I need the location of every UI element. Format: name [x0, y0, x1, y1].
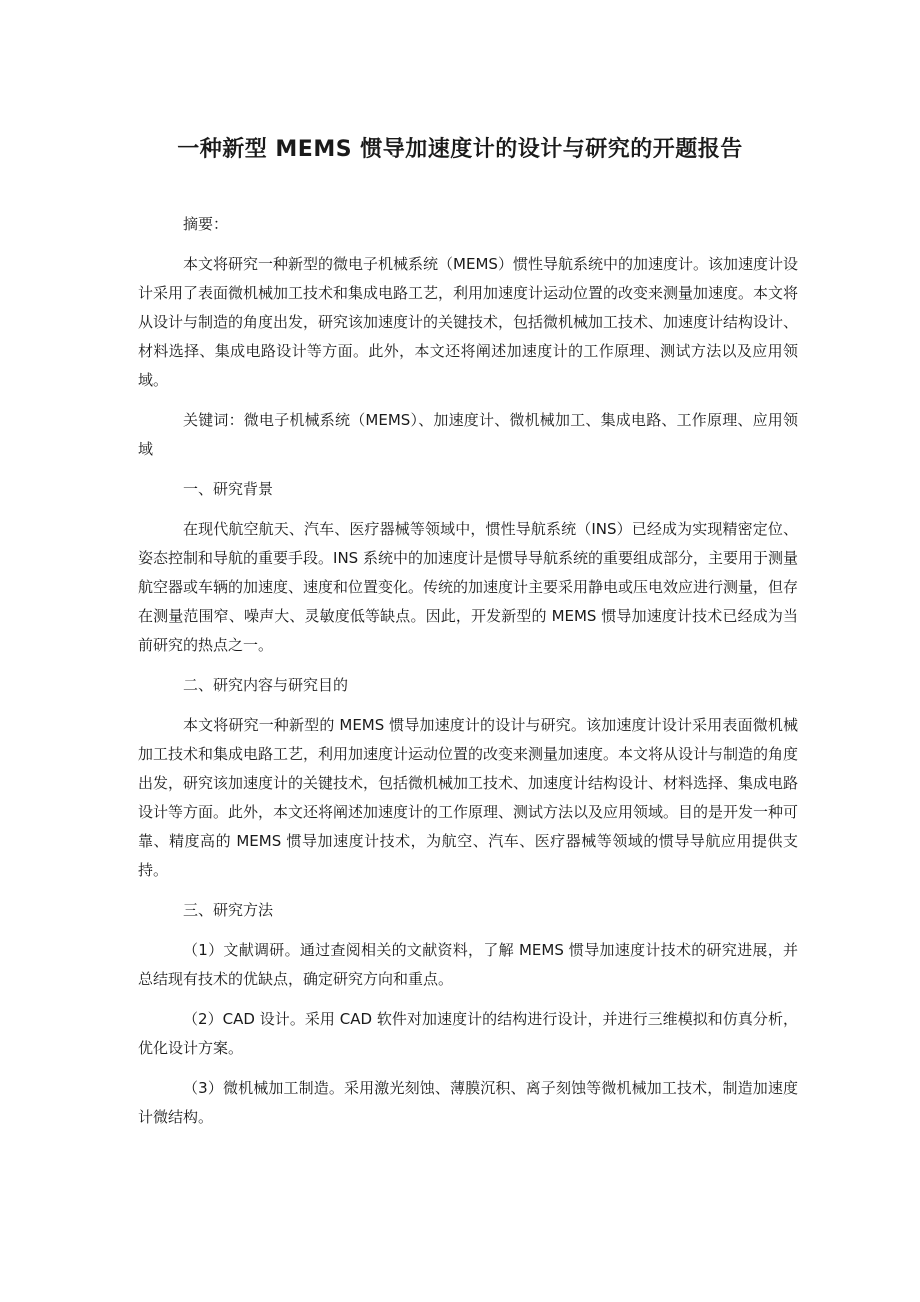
abstract-label: 摘要：: [183, 215, 229, 233]
section-heading-content-goals: 二、研究内容与研究目的: [183, 676, 349, 694]
section-heading-background: 一、研究背景: [183, 480, 274, 498]
keywords-paragraph: 关键词：微电子机械系统（MEMS）、加速度计、微机械加工、集成电路、工作原理、应用领域: [138, 411, 798, 458]
document-title: 一种新型 MEMS 惯导加速度计的设计与研究的开题报告: [177, 137, 743, 162]
background-paragraph: 在现代航空航天、汽车、医疗器械等领域中，惯性导航系统（INS）已经成为实现精密定位、姿态控制和导航的重要手段。INS 系统中的加速度计是惯导导航系统的重要组成部分，主要用于测量航空器或车辆的加速度、速度和位置变化。传统的加速度计主要采用静电或压电效应进行测量，但存在测量范围窄、噪声大、灵敏度低等缺点。因此，开发新型的 MEMS 惯导加速度计技术已经成为当前研究的热点之一。: [138, 520, 799, 654]
section-heading-methods: 三、研究方法: [183, 901, 274, 919]
content-goals-paragraph: 本文将研究一种新型的 MEMS 惯导加速度计的设计与研究。该加速度计设计采用表面微机械加工技术和集成电路工艺，利用加速度计运动位置的改变来测量加速度。本文将从设计与制造的角度出发，研究该加速度计的关键技术，包括微机械加工技术、加速度计结构设计、材料选择、集成电路设计等方面。此外，本文还将阐述加速度计的工作原理、测试方法以及应用领域。目的是开发一种可靠、精度高的 MEMS 惯导加速度计技术，为航空、汽车、医疗器械等领域的惯导导航应用提供支持。: [138, 716, 799, 879]
method-item-1: （1）文献调研。通过查阅相关的文献资料，了解 MEMS 惯导加速度计技术的研究进展，并总结现有技术的优缺点，确定研究方向和重点。: [138, 941, 798, 988]
method-item-3: （3）微机械加工制造。采用激光刻蚀、薄膜沉积、离子刻蚀等微机械加工技术，制造加速度计微结构。: [138, 1079, 798, 1126]
method-item-2: （2）CAD 设计。采用 CAD 软件对加速度计的结构进行设计，并进行三维模拟和仿真分析，优化设计方案。: [138, 1010, 798, 1057]
abstract-paragraph: 本文将研究一种新型的微电子机械系统（MEMS）惯性导航系统中的加速度计。该加速度计设计采用了表面微机械加工技术和集成电路工艺，利用加速度计运动位置的改变来测量加速度。本文将从设计与制造的角度出发，研究该加速度计的关键技术，包括微机械加工技术、加速度计结构设计、材料选择、集成电路设计等方面。此外，本文还将阐述加速度计的工作原理、测试方法以及应用领域。: [138, 255, 799, 389]
document-body: [138, 210, 798, 1143]
